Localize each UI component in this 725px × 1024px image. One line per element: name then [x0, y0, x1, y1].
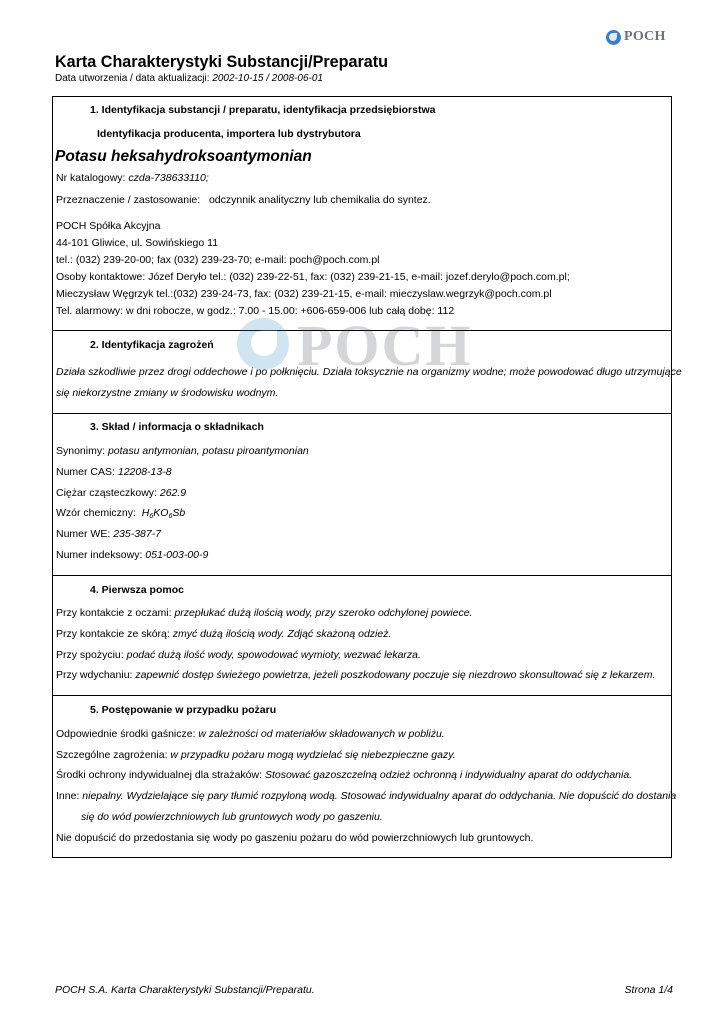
mw-value: 262.9: [159, 487, 187, 499]
inhale-label: Przy wdychaniu:: [56, 669, 133, 681]
section-divider: [52, 413, 672, 414]
watermark-text: POCH: [297, 313, 473, 378]
molecular-weight: [56, 487, 186, 499]
cas-value: 12208-13-8: [117, 466, 172, 478]
we-number: [56, 528, 161, 540]
section-divider: [52, 695, 672, 696]
first-aid-ingestion: [56, 649, 421, 661]
cas-label: Numer CAS:: [56, 466, 115, 478]
product-name: Potasu heksahydroksoantymonian: [55, 148, 312, 165]
company-line: tel.: (032) 239-20-00; fax (032) 239-23-70; e-mail: poch@poch.com.pl: [56, 254, 380, 266]
purpose: [56, 194, 431, 206]
company-line: Mieczysław Węgrzyk tel.:(032) 239-24-73, fax: (032) 239-21-15, e-mail: mieczyslaw.wegrzyk@poch.com.pl: [56, 288, 552, 300]
poch-logo-text: POCH: [624, 29, 666, 44]
footer-page-number: Strona 1/4: [624, 984, 673, 996]
hazard-text-line: Działa szkodliwie przez drogi oddechowe i po połknięciu. Działa toksycznie na organizmy wodne; może powodować długo utrzymujące: [56, 366, 682, 378]
chemical-formula: [56, 507, 185, 520]
dates-label: Data utworzenia / data aktualizacji:: [55, 73, 210, 84]
section-1-heading: 1. Identyfikacja substancji / preparatu, identyfikacja przedsiębiorstwa: [90, 104, 436, 116]
eyes-label: Przy kontakcie z oczami:: [56, 607, 172, 619]
index-label: Numer indeksowy:: [56, 549, 143, 561]
eyes-value: przepłukać dużą ilością wody, przy szeroko odchylonej powiece.: [174, 607, 473, 619]
catalog-number: [56, 172, 209, 184]
first-aid-inhalation: [56, 669, 655, 681]
dates-value: 2002-10-15 / 2008-06-01: [212, 73, 323, 84]
synonyms-label: Synonimy:: [56, 445, 106, 457]
formula-ko-sub: 6: [168, 513, 173, 520]
formula-sb: Sb: [172, 507, 186, 519]
section-divider: [52, 330, 672, 331]
document-title: Karta Charakterystyki Substancji/Preparatu: [55, 52, 389, 71]
skin-value: zmyć dużą ilością wody. Zdjąć skażoną odzież.: [172, 628, 392, 640]
protection-label: Środki ochrony indywidualnej dla strażaków:: [56, 769, 263, 781]
inhale-value: zapewnić dostęp świeżego powietrza, jeżeli poszkodowany poczuje się niezdrowo skonsultować się z lekarzem.: [135, 669, 656, 681]
section-3-heading: 3. Skład / informacja o składnikach: [90, 421, 264, 433]
section-1-subheading: Identyfikacja producenta, importera lub dystrybutora: [97, 128, 361, 140]
formula-h-sub: 6: [149, 513, 154, 520]
fire-hazards: [56, 749, 456, 761]
fire-final-line: Nie dopuścić do przedostania się wody po gaszeniu pożaru do wód powierzchniowych lub gruntowych.: [56, 832, 534, 844]
section-2-heading: 2. Identyfikacja zagrożeń: [90, 339, 214, 351]
fire-other: [56, 790, 676, 802]
protection-value: Stosować gazoszczelną odzież ochronną i indywidualny aparat do oddychania.: [264, 769, 633, 781]
first-aid-eyes: [56, 607, 473, 619]
formula-ko: KO: [153, 507, 169, 519]
section-4-heading: 4. Pierwsza pomoc: [90, 584, 184, 596]
poch-logo-icon: [606, 30, 621, 45]
hazards-value: w przypadku pożaru mogą wydzielać się niebezpieczne gazy.: [170, 749, 456, 761]
section-5-heading: 5. Postępowanie w przypadku pożaru: [90, 704, 277, 716]
catalog-label: Nr katalogowy:: [56, 172, 126, 184]
other-label: Inne:: [56, 790, 80, 802]
hazards-label: Szczególne zagrożenia:: [56, 749, 168, 761]
other-value: niepalny. Wydzielające się pary tłumić rozpyloną wodą. Stosować indywidualny aparat do oddychania. Nie dopuścić do dostania: [82, 790, 677, 802]
document-dates: [55, 73, 323, 84]
section-divider: [52, 575, 672, 576]
formula-value: [142, 507, 185, 519]
we-value: 235-387-7: [113, 528, 162, 540]
synonyms-value: potasu antymonian, potasu piroantymonian: [107, 445, 309, 457]
poch-logo: [606, 27, 674, 47]
firefighter-protection: [56, 769, 632, 781]
company-line: POCH Spółka Akcyjna: [56, 220, 161, 232]
ingest-label: Przy spożyciu:: [56, 649, 124, 661]
catalog-value: czda-738633110;: [128, 172, 209, 184]
purpose-value: odczynnik analityczny lub chemikalia do syntez.: [208, 194, 431, 206]
fire-other-continuation: się do wód powierzchniowych lub gruntowych wody po gaszeniu.: [81, 811, 383, 823]
index-number: [56, 549, 208, 561]
index-value: 051-003-00-9: [145, 549, 209, 561]
synonyms: [56, 445, 309, 457]
media-label: Odpowiednie środki gaśnicze:: [56, 728, 196, 740]
fire-media: [56, 728, 445, 740]
we-label: Numer WE:: [56, 528, 111, 540]
formula-label: Wzór chemiczny:: [56, 507, 136, 519]
cas-number: [56, 466, 172, 478]
media-value: w zależności od materiałów składowanych w pobliżu.: [198, 728, 445, 740]
ingest-value: podać dużą ilość wody, spowodować wymioty, wezwać lekarza.: [126, 649, 421, 661]
company-line: Tel. alarmowy: w dni robocze, w godz.: 7.00 - 15.00: +606-659-006 lub całą dobę: 112: [56, 305, 455, 317]
first-aid-skin: [56, 628, 391, 640]
mw-label: Ciężar cząsteczkowy:: [56, 487, 157, 499]
footer-document-name: POCH S.A. Karta Charakterystyki Substancji/Preparatu.: [55, 984, 315, 996]
company-line: 44-101 Gliwice, ul. Sowińskiego 11: [56, 237, 219, 249]
hazard-text-line: się niekorzystne zmiany w środowisku wodnym.: [56, 387, 279, 399]
formula-h: H: [141, 507, 150, 519]
company-line: Osoby kontaktowe: Józef Deryło tel.: (032) 239-22-51, fax: (032) 239-21-15, e-mail: jozef.derylo@poch.com.pl;: [56, 271, 570, 283]
purpose-label: Przeznaczenie / zastosowanie:: [56, 194, 201, 206]
skin-label: Przy kontakcie ze skórą:: [56, 628, 170, 640]
